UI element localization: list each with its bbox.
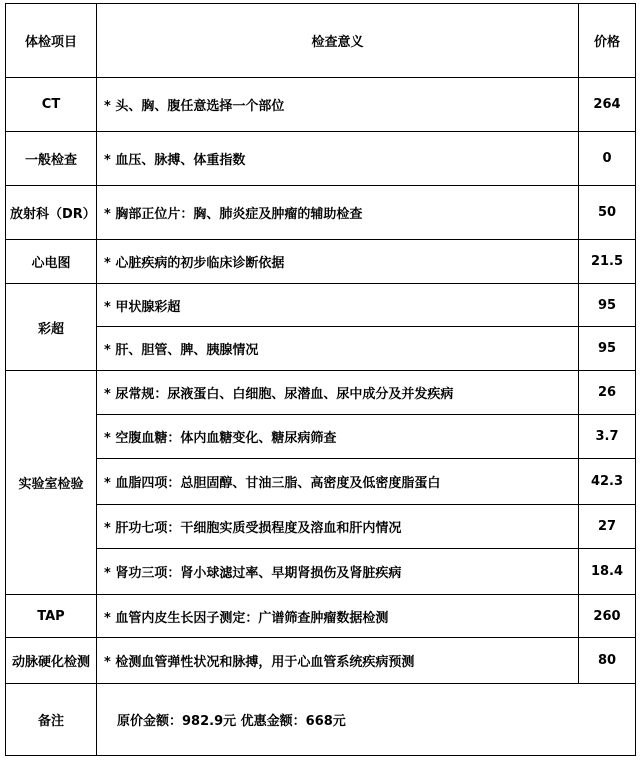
- header-price: 价格: [579, 4, 636, 78]
- row-desc: * 胸部正位片：胸、肺炎症及肿瘤的辅助检查: [97, 186, 579, 240]
- row-item-tap: TAP: [6, 595, 97, 638]
- row-price: 21.5: [579, 240, 636, 284]
- row-item-general: 一般检查: [6, 132, 97, 186]
- table-row: [6, 327, 636, 371]
- table-row: [6, 132, 636, 186]
- row-desc: * 血管内皮生长因子测定：广谱筛查肿瘤数据检测: [97, 595, 579, 638]
- row-desc: * 甲状腺彩超: [97, 284, 579, 327]
- header-item: 体检项目: [6, 4, 97, 78]
- row-price: 95: [579, 327, 636, 371]
- row-item-ct: CT: [6, 78, 97, 132]
- table-row: [6, 505, 636, 549]
- header-row: [6, 4, 636, 78]
- row-desc: * 肝功七项：干细胞实质受损程度及溶血和肝内情况: [97, 505, 579, 549]
- lab-label: 实验室检验: [18, 477, 84, 492]
- table-row: [6, 459, 636, 505]
- row-price: 260: [579, 595, 636, 638]
- row-desc: * 检测血管弹性状况和脉搏，用于心血管系统疾病预测: [97, 638, 579, 684]
- row-desc: * 空腹血糖：体内血糖变化、糖尿病筛查: [97, 415, 579, 459]
- table-row: [6, 78, 636, 132]
- row-price: 95: [579, 284, 636, 327]
- row-price: 18.4: [579, 549, 636, 595]
- row-desc: * 肝、胆管、脾、胰腺情况: [97, 327, 579, 371]
- checkup-price-table: [5, 3, 636, 756]
- notes-row: [6, 684, 636, 756]
- row-price: 50: [579, 186, 636, 240]
- row-desc: * 心脏疾病的初步临床诊断依据: [97, 240, 579, 284]
- row-price: 26: [579, 371, 636, 415]
- row-desc: * 尿常规：尿液蛋白、白细胞、尿潜血、尿中成分及并发疾病: [97, 371, 579, 415]
- row-item-ecg: 心电图: [6, 240, 97, 284]
- row-desc: * 头、胸、腹任意选择一个部位: [97, 78, 579, 132]
- notes-text: 原价金额：982.9元 优惠金额：668元: [97, 684, 636, 756]
- row-item-radiology: 放射科（DR）: [6, 186, 97, 240]
- notes-label: 备注: [6, 684, 97, 756]
- row-desc: * 血脂四项：总胆固醇、甘油三脂、高密度及低密度脂蛋白: [97, 459, 579, 505]
- table-row: [6, 284, 636, 327]
- row-price: 3.7: [579, 415, 636, 459]
- table-row: [6, 415, 636, 459]
- row-desc: * 血压、脉搏、体重指数: [97, 132, 579, 186]
- row-price: 264: [579, 78, 636, 132]
- row-desc: * 肾功三项：肾小球滤过率、早期肾损伤及肾脏疾病: [97, 549, 579, 595]
- header-meaning: 检查意义: [97, 4, 579, 78]
- table-row: [6, 186, 636, 240]
- table-row: [6, 638, 636, 684]
- row-price: 27: [579, 505, 636, 549]
- row-item-arteriosclerosis: 动脉硬化检测: [6, 638, 97, 684]
- row-price: 42.3: [579, 459, 636, 505]
- row-item-ultrasound: 彩超: [6, 284, 97, 371]
- row-price: 0: [579, 132, 636, 186]
- row-price: 80: [579, 638, 636, 684]
- table-row: [6, 595, 636, 638]
- table-row: [6, 240, 636, 284]
- table-row: [6, 371, 636, 415]
- row-item-lab: [6, 371, 97, 595]
- table-row: [6, 549, 636, 595]
